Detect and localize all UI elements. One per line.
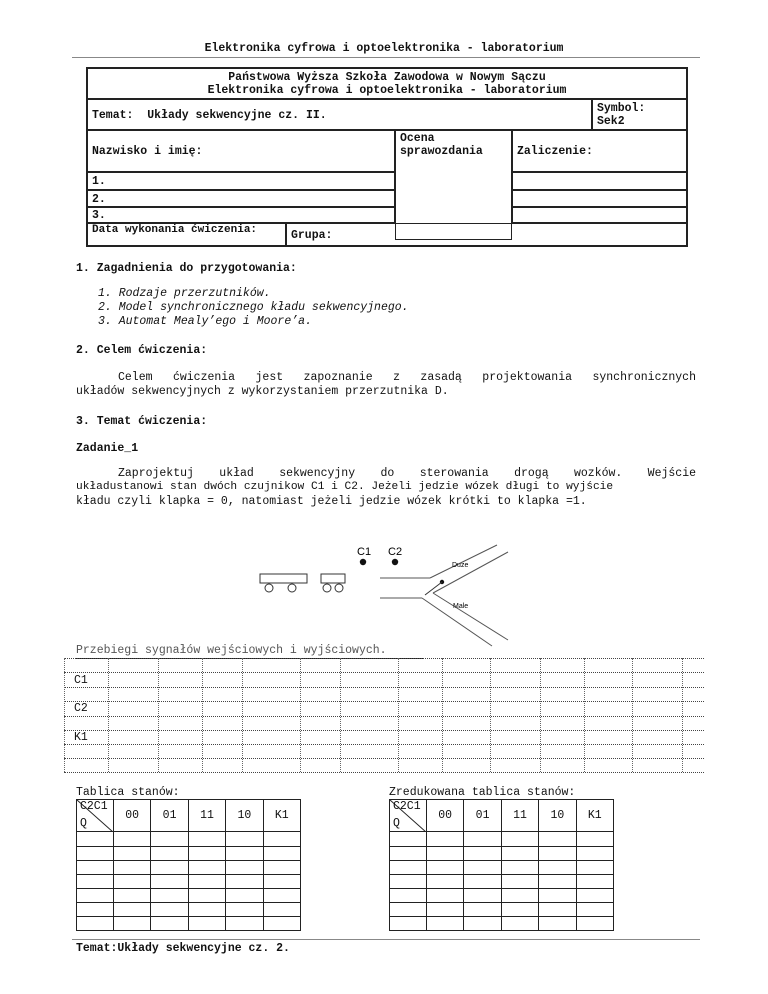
student-row-2: 2. (87, 190, 395, 207)
corner-bottom: Q (393, 817, 400, 830)
table-row (77, 832, 301, 847)
list-item: 1. Rodzaje przerzutników. (98, 287, 271, 300)
waveforms-title: Przebiegi sygnałów wejściowych i wyjściowych. (76, 644, 387, 657)
task-line1: Zaprojektuj układ sekwencyjny do sterowania drogą wozków. Wejście (118, 467, 696, 480)
long-cart-wheel (288, 584, 296, 592)
sensor-c2 (392, 559, 398, 565)
list-item: 2. Model synchronicznego kładu sekwencyjnego. (98, 301, 409, 314)
signal-c1-label: C1 (74, 674, 88, 687)
topic-value: Układy sekwencyjne cz. II. (147, 109, 327, 122)
student-row-1: 1. (87, 172, 395, 190)
name-label: Nazwisko i imię: (87, 130, 395, 172)
table-row (390, 917, 614, 931)
sensor-c1 (360, 559, 366, 565)
pass-row-1 (512, 172, 687, 190)
course-name: Elektronika cyfrowa i optoelektronika - laboratorium (207, 84, 567, 97)
pass-row-3 (512, 207, 687, 223)
section2-line1: Celem ćwiczenia jest zapoznanie z zasadą projektowania synchronicznych (118, 371, 696, 384)
table-row (77, 875, 301, 889)
footer-rule (72, 939, 700, 940)
branch-small-upper (433, 593, 508, 640)
column-header: 01 (151, 800, 188, 832)
symbol-cell (592, 99, 687, 130)
topic-label: Temat: (92, 109, 134, 122)
column-header: 00 (427, 800, 464, 832)
corner-bottom: Q (80, 817, 87, 830)
section1-list (98, 287, 409, 329)
table-row (390, 903, 614, 917)
section2-line2: układów sekwencyjnych z wykorzystaniem przerzutnika D. (76, 385, 449, 398)
task-title: Zadanie_1 (76, 442, 139, 455)
list-item: 3. Automat Mealy’ego i Moore’a. (98, 315, 312, 328)
track-diagram (250, 540, 540, 650)
small-branch-label: Male (453, 603, 469, 610)
date-label: Data wykonania ćwiczenia: (87, 223, 286, 246)
table-row (390, 875, 614, 889)
corner-cell (390, 800, 427, 832)
footer-topic: Temat:Układy sekwencyjne cz. 2. (76, 942, 290, 955)
school-name: Państwowa Wyższa Szkoła Zawodowa w Nowym Sączu (228, 71, 546, 84)
corner-top: C2C1 (393, 800, 421, 813)
big-branch-label: Duze (452, 562, 469, 569)
signal-k1-label: K1 (74, 731, 88, 744)
reduced-state-table (389, 799, 614, 931)
symbol-label: Symbol: (597, 102, 646, 115)
section3-title: 3. Temat ćwiczenia: (76, 415, 208, 428)
table-row (77, 903, 301, 917)
corner-top: C2C1 (80, 800, 108, 813)
group-label: Grupa: (286, 223, 687, 246)
state-table-title: Tablica stanów: (76, 786, 180, 799)
pass-label: Zaliczenie: (512, 130, 687, 172)
page-header-title: Elektronika cyfrowa i optoelektronika - laboratorium (204, 42, 564, 55)
topic-cell (87, 99, 592, 130)
table-row (390, 889, 614, 903)
table-row (77, 889, 301, 903)
student-row-3: 3. (87, 207, 395, 223)
symbol-value: Sek2 (597, 115, 625, 128)
c2-label: C2 (388, 546, 403, 558)
column-header: K1 (576, 800, 613, 832)
column-header: 00 (114, 800, 151, 832)
column-header: 11 (188, 800, 225, 832)
pass-row-2 (512, 190, 687, 207)
table-row (390, 847, 614, 861)
column-header: 10 (226, 800, 263, 832)
task-line3: kładu czyli klapka = 0, natomiast jeżeli jedzie wózek krótki to klapka =1. (76, 495, 587, 508)
section1-title: 1. Zagadnienia do przygotowania: (76, 262, 297, 275)
corner-cell (77, 800, 114, 832)
short-cart-body (321, 574, 345, 583)
c1-label: C1 (357, 546, 372, 558)
long-cart-body (260, 574, 307, 583)
table-row (77, 861, 301, 875)
column-header: 11 (501, 800, 538, 832)
column-header: K1 (263, 800, 300, 832)
long-cart-wheel (265, 584, 273, 592)
column-header: 01 (464, 800, 501, 832)
short-cart-wheel (335, 584, 343, 592)
state-table (76, 799, 301, 931)
section2-title: 2. Celem ćwiczenia: (76, 344, 208, 357)
grade-label: Ocena sprawozdania (395, 130, 512, 240)
table-row (390, 861, 614, 875)
table-row (77, 917, 301, 931)
short-cart-wheel (323, 584, 331, 592)
info-form (86, 67, 688, 247)
form-heading (87, 68, 687, 99)
table-row (390, 832, 614, 847)
waveform-grid (64, 658, 704, 773)
signal-c2-label: C2 (74, 702, 88, 715)
task-line2: układustanowi stan dwóch czujnikow C1 i C2. Jeżeli jedzie wózek długi to wyjście (76, 481, 614, 493)
table-row (77, 847, 301, 861)
reduced-table-title: Zredukowana tablica stanów: (389, 786, 576, 799)
column-header: 10 (539, 800, 576, 832)
header-rule (72, 57, 700, 58)
